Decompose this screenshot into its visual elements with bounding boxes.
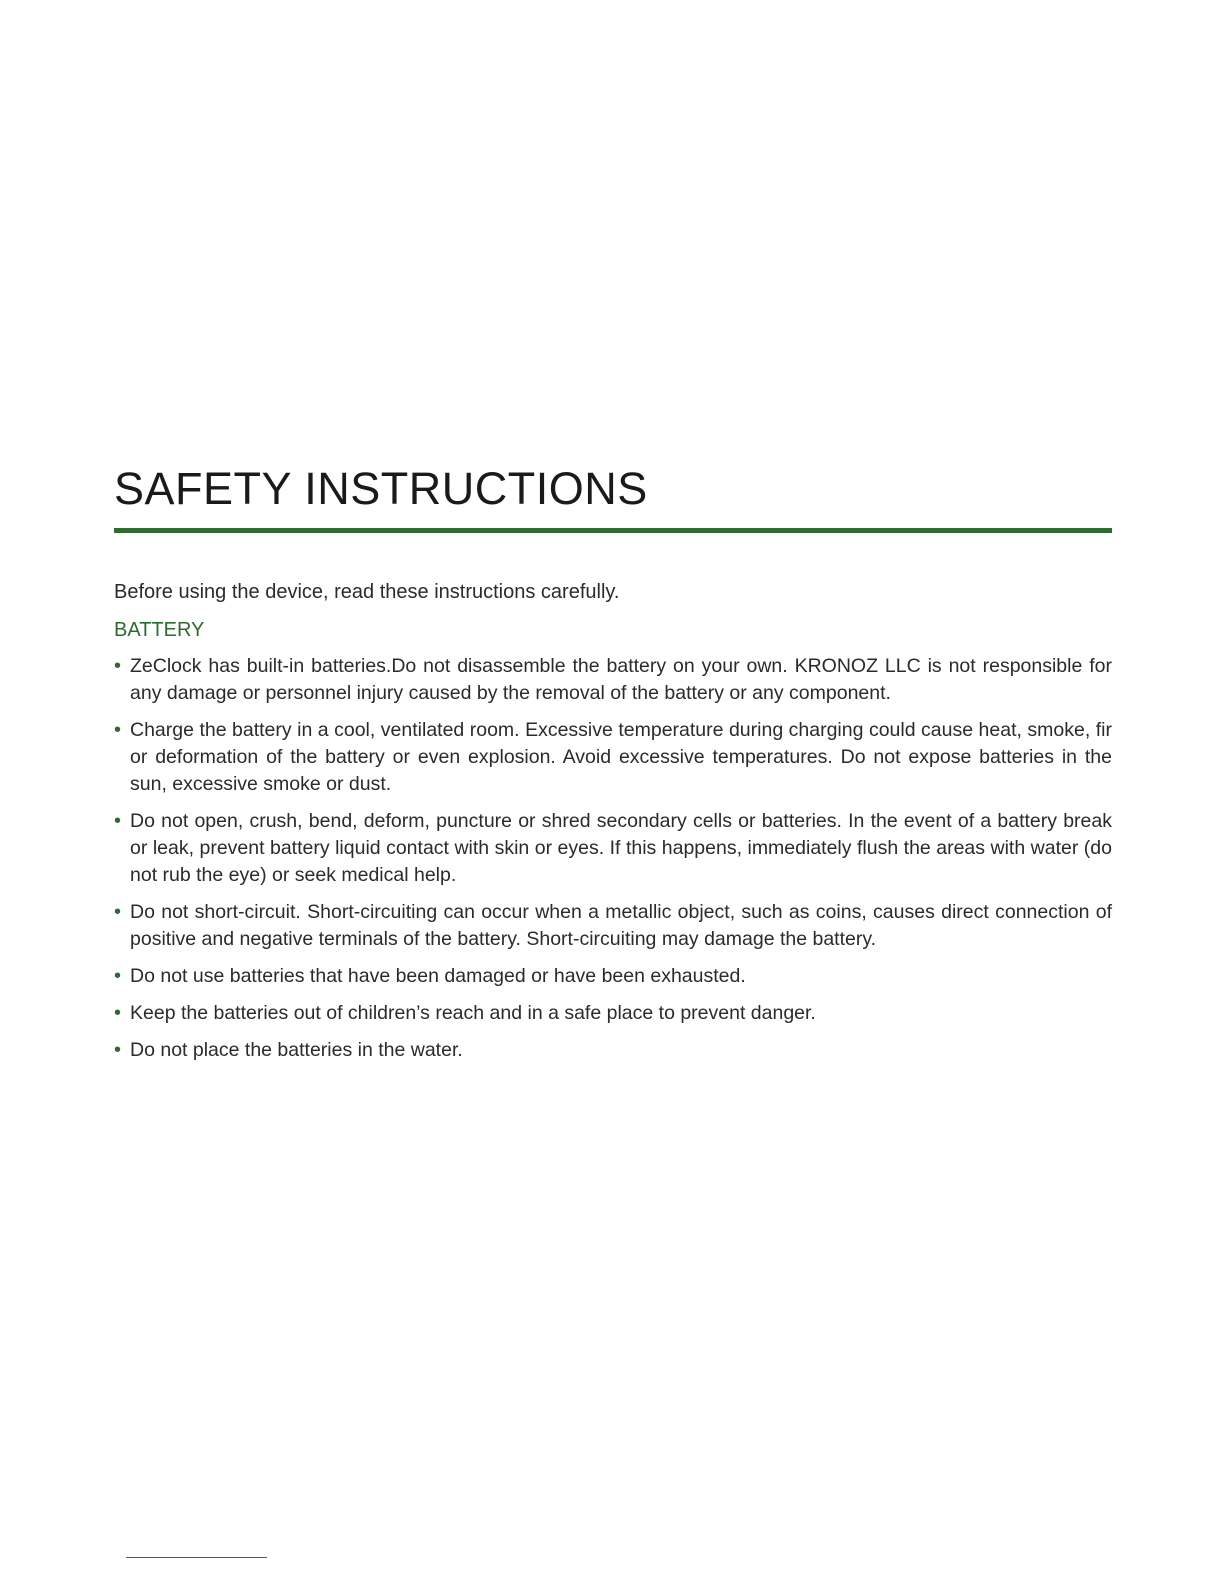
title-divider	[114, 528, 1112, 533]
section-heading-battery: BATTERY	[114, 619, 205, 641]
bullet-icon: •	[114, 901, 122, 923]
battery-bullet-list	[114, 653, 1112, 1064]
bullet-item	[114, 1037, 1112, 1064]
bullet-text: Do not short-circuit. Short-circuiting can occur when a metallic object, such as coins, causes direct connection of positive and negative terminals of the battery. Short-circuiting may damage the battery.	[130, 901, 1112, 950]
intro-text: Before using the device, read these instructions carefully.	[114, 581, 620, 603]
bullet-text: Charge the battery in a cool, ventilated room. Excessive temperature during charging could cause heat, smoke, fir or deformation of the battery or even explosion. Avoid excessive temperatures. Do not expose batteries in the sun, excessive smoke or dust.	[130, 719, 1112, 795]
bullet-icon: •	[114, 719, 122, 741]
bullet-text: Keep the batteries out of children’s reach and in a safe place to prevent danger.	[130, 1002, 816, 1024]
bullet-item	[114, 963, 1112, 990]
page-title: SAFETY INSTRUCTIONS	[114, 463, 648, 514]
bullet-item	[114, 808, 1112, 889]
bullet-text: ZeClock has built-in batteries.Do not disassemble the battery on your own. KRONOZ LLC is not responsible for any damage or personnel injury caused by the removal of the battery or any component.	[130, 655, 1112, 704]
bullet-icon: •	[114, 1039, 122, 1061]
bullet-icon: •	[114, 965, 122, 987]
bullet-item	[114, 899, 1112, 953]
bullet-icon: •	[114, 655, 122, 677]
bullet-text: Do not use batteries that have been damaged or have been exhausted.	[130, 965, 746, 987]
page-content	[114, 462, 1112, 1074]
bullet-text: Do not open, crush, bend, deform, puncture or shred secondary cells or batteries. In the event of a battery break or leak, prevent battery liquid contact with skin or eyes. If this happens, immediately flush the areas with water (do not rub the eye) or seek medical help.	[130, 810, 1112, 886]
bullet-icon: •	[114, 810, 122, 832]
bullet-item	[114, 653, 1112, 707]
bullet-item	[114, 717, 1112, 798]
bullet-item	[114, 1000, 1112, 1027]
bullet-text: Do not place the batteries in the water.	[130, 1039, 463, 1061]
footer-divider	[126, 1557, 267, 1558]
bullet-icon: •	[114, 1002, 122, 1024]
